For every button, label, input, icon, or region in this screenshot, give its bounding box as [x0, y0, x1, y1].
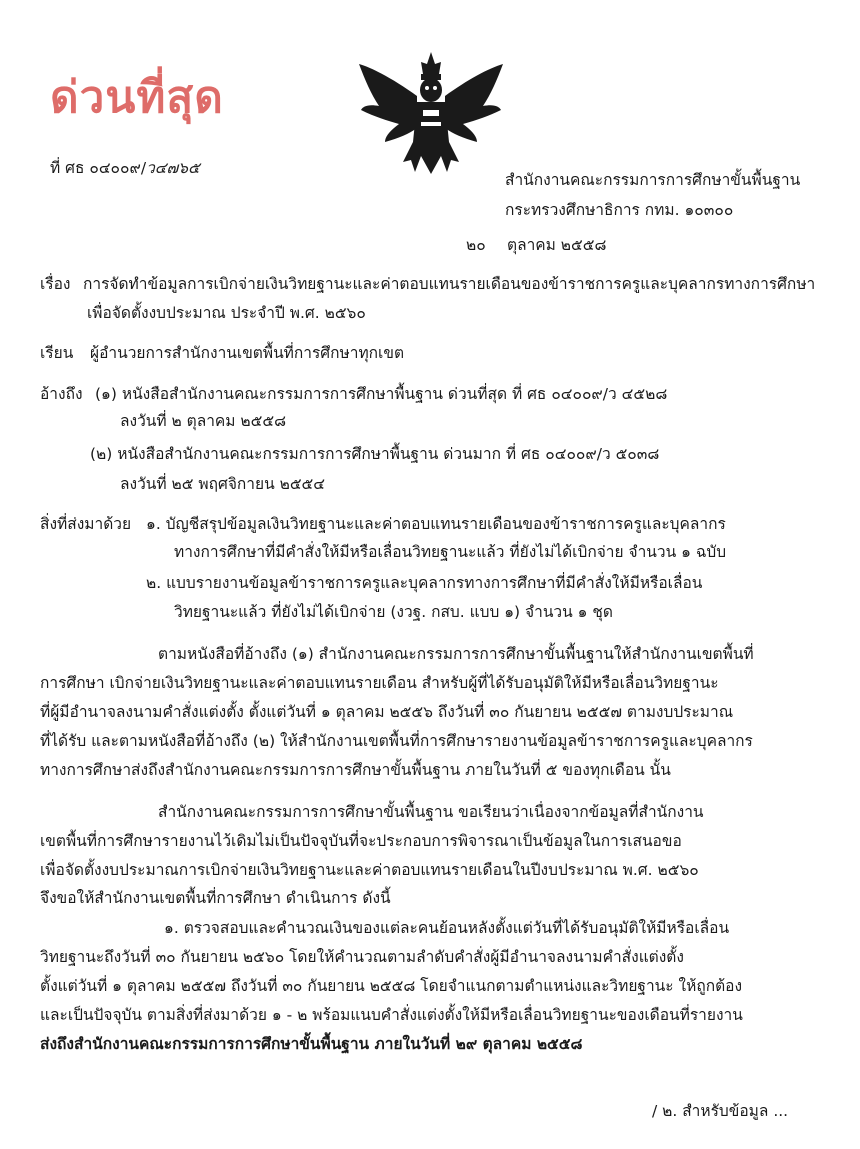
references-label: อ้างถึง — [40, 385, 83, 403]
paragraph-1-line-3: ที่ผู้มีอำนาจลงนามคำสั่งแต่งตั้ง ตั้งแต่วันที่ ๑ ตุลาคม ๒๕๕๖ ถึงวันที่ ๓๐ กันยายน ๒๕๕๗ ตามงบประมาณ — [40, 703, 734, 721]
reference-2-line-2: ลงวันที่ ๒๕ พฤศจิกายน ๒๕๕๔ — [120, 475, 326, 493]
reference-number — [50, 158, 200, 178]
enclosures-label: สิ่งที่ส่งมาด้วย — [40, 515, 132, 533]
subject-label: เรื่อง — [40, 275, 71, 293]
subject-line-2: เพื่อจัดตั้งงบประมาณ ประจำปี พ.ศ. ๒๕๖๐ — [87, 304, 366, 322]
agency-address: กระทรวงศึกษาธิการ กทม. ๑๐๓๐๐ — [505, 201, 734, 219]
agency-name: สำนักงานคณะกรรมการการศึกษาขั้นพื้นฐาน — [505, 171, 801, 189]
paragraph-2-line-3: เพื่อจัดตั้งงบประมาณการเบิกจ่ายเงินวิทยฐานะและค่าตอบแทนรายเดือนในปีงบประมาณ พ.ศ. ๒๕๖๐ — [40, 861, 699, 879]
paragraph-2-line-4: จึงขอให้สำนักงานเขตพื้นที่การศึกษา ดำเนินการ ดังนี้ — [40, 889, 391, 907]
continuation-note: / ๒. สำหรับข้อมูล ... — [652, 1102, 789, 1120]
enclosure-2-line-2: วิทยฐานะแล้ว ที่ยังไม่ได้เบิกจ่าย (งวฐ. กสบ. แบบ ๑) จำนวน ๑ ชุด — [174, 603, 613, 621]
paragraph-2-line-1: สำนักงานคณะกรรมการการศึกษาขั้นพื้นฐาน ขอเรียนว่าเนื่องจากข้อมูลที่สำนักงาน — [158, 803, 704, 821]
paragraph-1-line-2: การศึกษา เบิกจ่ายเงินวิทยฐานะและค่าตอบแทนรายเดือน สำหรับผู้ที่ได้รับอนุมัติให้มีหรือเลื่อนวิทยฐานะ — [40, 674, 719, 692]
paragraph-3-line-2: วิทยฐานะถึงวันที่ ๓๐ กันยายน ๒๕๖๐ โดยให้คำนวณตามลำดับคำสั่งผู้มีอำนาจลงนามคำสั่งแต่งตั้ง — [40, 948, 684, 966]
reference-2-line-1: (๒) หนังสือสำนักงานคณะกรรมการการศึกษาพื้นฐาน ด่วนมาก ที่ ศธ ๐๔๐๐๙/ว ๕๐๓๘ — [90, 445, 660, 463]
enclosure-1-line-1: ๑. บัญชีสรุปข้อมูลเงินวิทยฐานะและค่าตอบแทนรายเดือนของข้าราชการครูและบุคลากร — [146, 515, 726, 533]
paragraph-3-line-5: ส่งถึงสำนักงานคณะกรรมการการศึกษาขั้นพื้นฐาน ภายในวันที่ ๒๙ ตุลาคม ๒๕๕๘ — [40, 1035, 583, 1053]
enclosure-1-line-2: ทางการศึกษาที่มีคำสั่งให้มีหรือเลื่อนวิทยฐานะแล้ว ที่ยังไม่ได้เบิกจ่าย จำนวน ๑ ฉบับ — [174, 543, 727, 561]
handwritten-number: ว๔๗๖๕ — [146, 159, 200, 177]
paragraph-3-line-4: และเป็นปัจจุบัน ตามสิ่งที่ส่งมาด้วย ๑ - ๒ พร้อมแนบคำสั่งแต่งตั้งให้มีหรือเลื่อนวิทยฐานะของเดือนที่รายงาน — [40, 1006, 743, 1024]
paragraph-1-line-5: ทางการศึกษาส่งถึงสำนักงานคณะกรรมการการศึกษาขั้นพื้นฐาน ภายในวันที่ ๕ ของทุกเดือน นั้น — [40, 761, 671, 779]
paragraph-1-line-4: ที่ได้รับ และตามหนังสือที่อ้างถึง (๒) ให้สำนักงานเขตพื้นที่การศึกษารายงานข้อมูลข้าราชการครูและบุคลากร — [40, 732, 753, 750]
date-month-year: ตุลาคม ๒๕๕๘ — [507, 236, 607, 254]
garuda-emblem-icon — [355, 50, 507, 180]
reference-1-line-2: ลงวันที่ ๒ ตุลาคม ๒๕๕๘ — [120, 412, 287, 430]
reference-1-line-1: (๑) หนังสือสำนักงานคณะกรรมการการศึกษาพื้นฐาน ด่วนที่สุด ที่ ศธ ๐๔๐๐๙/ว ๔๕๒๘ — [95, 385, 668, 403]
paragraph-2-line-2: เขตพื้นที่การศึกษารายงานไว้เดิมไม่เป็นปัจจุบันที่จะประกอบการพิจารณาเป็นข้อมูลในการเสนอขอ — [40, 832, 682, 850]
paragraph-1-line-1: ตามหนังสือที่อ้างถึง (๑) สำนักงานคณะกรรมการการศึกษาขั้นพื้นฐานให้สำนักงานเขตพื้นที่ — [158, 645, 754, 663]
paragraph-3-line-3: ตั้งแต่วันที่ ๑ ตุลาคม ๒๕๕๗ ถึงวันที่ ๓๐ กันยายน ๒๕๕๘ โดยจำแนกตามตำแหน่งและวิทยฐานะ ให้ถูกต้อง — [40, 977, 743, 995]
paragraph-3-line-1: ๑. ตรวจสอบและคำนวณเงินของแต่ละคนย้อนหลังตั้งแต่วันที่ได้รับอนุมัติให้มีหรือเลื่อน — [164, 919, 730, 937]
to-label: เรียน — [40, 344, 74, 362]
to-recipient: ผู้อำนวยการสำนักงานเขตพื้นที่การศึกษาทุกเขต — [90, 344, 405, 362]
reference-prefix: ที่ ศธ ๐๔๐๐๙/ — [50, 159, 147, 177]
enclosure-2-line-1: ๒. แบบรายงานข้อมูลข้าราชการครูและบุคลากรทางการศึกษาที่มีคำสั่งให้มีหรือเลื่อน — [146, 574, 703, 592]
subject-line-1: การจัดทำข้อมูลการเบิกจ่ายเงินวิทยฐานะและค่าตอบแทนรายเดือนของข้าราชการครูและบุคลากรทางการศึกษา — [83, 275, 816, 293]
urgent-stamp: ด่วนที่สุด — [50, 72, 224, 123]
date-day: ๒๐ — [466, 236, 486, 254]
